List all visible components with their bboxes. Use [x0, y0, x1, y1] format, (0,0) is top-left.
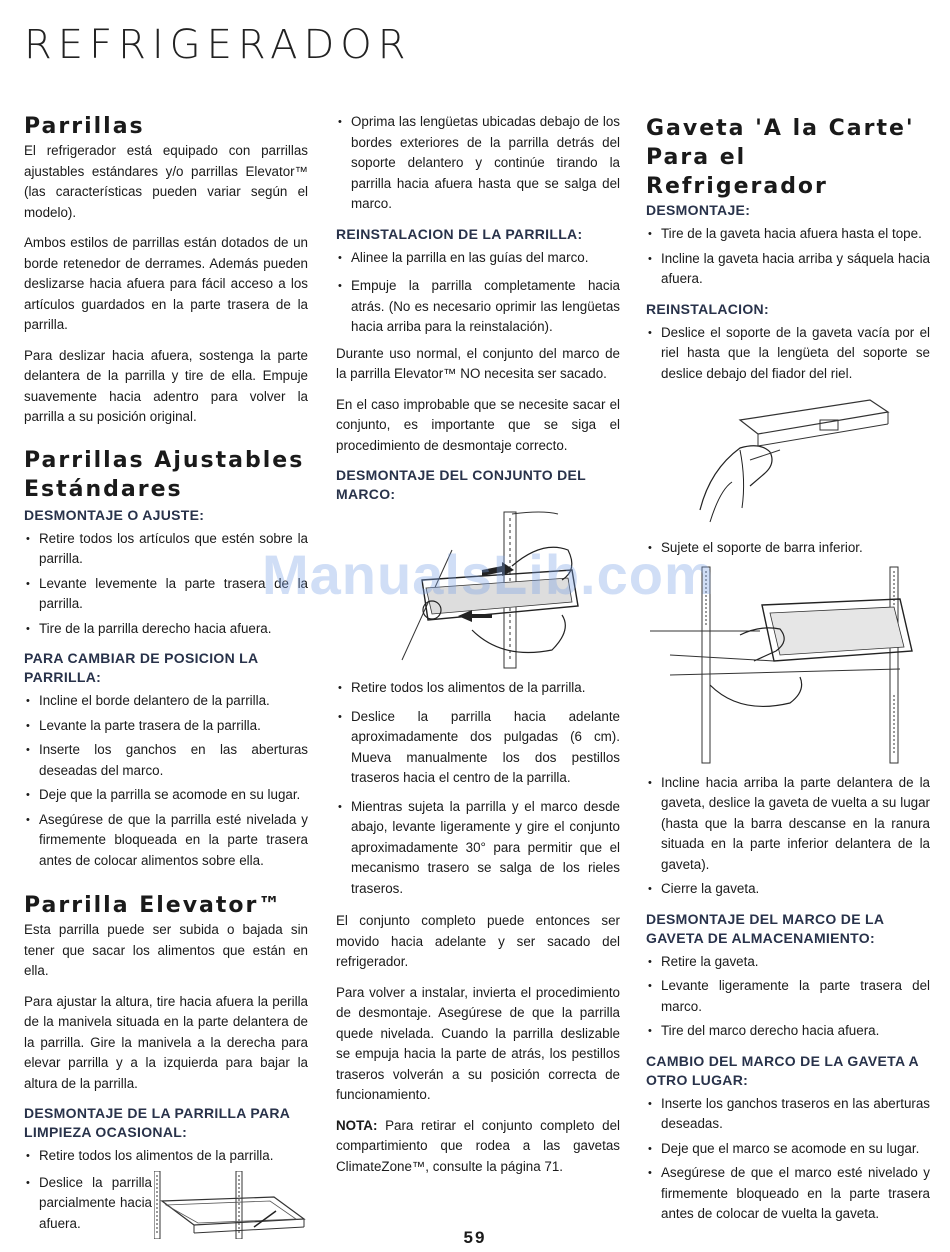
list-item: • Incline la gaveta hacia arriba y sáquela hacia afuera.	[646, 249, 930, 290]
bullet-list	[646, 323, 930, 385]
list-item: • Deslice la parrilla parcialmente hacia afuera.	[24, 1173, 152, 1235]
list-item: • Incline el borde delantero de la parrilla.	[24, 691, 308, 712]
frame-removal-illustration	[392, 510, 582, 670]
list-item: • Cierre la gaveta.	[646, 879, 930, 900]
section-title-line: Parrillas Ajustables	[24, 447, 305, 473]
paragraph: Para ajustar la altura, tire hacia afuera la perilla de la manivela situada en la parte delantera de la parrilla. Gire la manivela a la derecha para elevar parrilla y a la izquierda para bajar la altura de la parrilla.	[24, 993, 308, 1091]
paragraph: Para volver a instalar, invierta el procedimiento de desmontaje. Asegúrese de que la parrilla quede nivelada. Cuando la parrilla deslizable se empuja hacia la parte de atrás, los pestillos traseros volverán a su posición correcta de funcionamiento.	[336, 984, 620, 1102]
list-item: • Retire todos los alimentos de la parrilla.	[24, 1146, 308, 1167]
list-item: • Levante levemente la parte trasera de la parrilla.	[24, 574, 308, 615]
note-paragraph	[336, 1116, 620, 1178]
section-title-line: Para el Refrigerador	[646, 145, 828, 199]
list-item: • Deslice la parrilla hacia adelante aproximadamente dos pulgadas (6 cm). Mueva manualmente los dos pestillos traseros hacia el centro de la parrilla.	[336, 707, 620, 789]
list-item: • Deslice el soporte de la gaveta vacía por el riel hasta que la lengüeta del soporte se deslice debajo del fiador del riel.	[646, 323, 930, 385]
section-title-ajustables	[24, 446, 308, 504]
bullet-list	[24, 1173, 152, 1235]
list-item: • Levante ligeramente la parte trasera del marco.	[646, 976, 930, 1017]
list-item: • Inserte los ganchos traseros en las aberturas deseadas.	[646, 1094, 930, 1135]
list-item: • Oprima las lengüetas ubicadas debajo de los bordes exteriores de la parrilla detrás del soporte delantero y continúe tirando la parrilla hacia afuera hasta que se salga del marco.	[336, 112, 620, 215]
paragraph: Para deslizar hacia afuera, sostenga la parte delantera de la parrilla y tire de ella. Empuje suavemente hacia adentro para volver la parrilla a su posición original.	[24, 347, 308, 424]
bullet-list	[336, 678, 620, 899]
subheading: REINSTALACION:	[646, 300, 769, 317]
bullet-list	[24, 529, 308, 640]
paragraph: Durante uso normal, el conjunto del marco de la parrilla Elevator™ NO necesita ser sacado.	[336, 345, 620, 381]
list-item: • Asegúrese de que la parrilla esté nivelada y firmemente bloqueada en la parte trasera antes de colocar alimentos sobre ella.	[24, 810, 308, 872]
list-item: • Asegúrese de que el marco esté nivelado y firmemente bloqueado en la parte trasera antes de colocar de vuelta la gaveta.	[646, 1163, 930, 1225]
bullet-list	[336, 112, 620, 215]
section-title-gaveta	[646, 114, 930, 201]
page-number: 59	[463, 1228, 487, 1247]
list-item: • Retire la gaveta.	[646, 952, 930, 973]
paragraph: Esta parrilla puede ser subida o bajada sin tener que sacar los alimentos que están en ella.	[24, 922, 308, 978]
bullet-list	[646, 1094, 930, 1225]
section-title-elevator: Parrilla Elevator™	[24, 893, 283, 918]
list-item: • Tire de la parrilla derecho hacia afuera.	[24, 619, 308, 640]
column-left	[24, 112, 308, 1240]
list-item: • Empuje la parrilla completamente hacia atrás. (No es necesario oprimir las lengüetas hacia arriba para la reinstalación).	[336, 276, 620, 338]
list-item: • Tire de la gaveta hacia afuera hasta el tope.	[646, 224, 930, 245]
list-item: • Retire todos los alimentos de la parrilla.	[336, 678, 620, 699]
note-label: NOTA:	[336, 1117, 378, 1133]
bullet-list	[336, 248, 620, 338]
column-right	[646, 114, 930, 1231]
bullet-list	[24, 691, 308, 871]
drawer-install-illustration	[650, 565, 930, 765]
bullet-list	[646, 773, 930, 900]
paragraph: Ambos estilos de parrillas están dotados de un borde retenedor de derrames. Además pueden deslizarse hacia afuera para fácil acceso a los artículos guardados en la parte trasera de la parrilla.	[24, 235, 308, 332]
subheading: DESMONTAJE DE LA PARRILLA PARA LIMPIEZA OCASIONAL:	[24, 1105, 290, 1140]
subheading: DESMONTAJE DEL MARCO DE LA GAVETA DE ALMACENAMIENTO:	[646, 910, 884, 946]
inline-figure-row	[24, 1173, 308, 1235]
bullet-list	[646, 224, 930, 290]
list-item: • Deje que el marco se acomode en su lugar.	[646, 1139, 930, 1160]
paragraph: El refrigerador está equipado con parrillas ajustables estándares y/o parrillas Elevator™ (las características pueden variar según el modelo).	[24, 143, 308, 220]
subheading: DESMONTAJE:	[646, 202, 751, 218]
list-item: • Levante la parte trasera de la parrilla.	[24, 716, 308, 737]
note-text: Para retirar el conjunto completo del compartimiento que rodea a las gavetas ClimateZone™, consulte la página 71.	[336, 1117, 620, 1174]
subheading: PARA CAMBIAR DE POSICION LA PARRILLA:	[24, 650, 258, 685]
subheading: DESMONTAJE O AJUSTE:	[24, 506, 205, 523]
subheading: REINSTALACION DE LA PARRILLA:	[336, 225, 583, 242]
bullet-list	[24, 1146, 308, 1167]
bullet-list	[646, 952, 930, 1042]
list-item: • Inserte los ganchos en las aberturas deseadas del marco.	[24, 740, 308, 781]
list-item: • Tire del marco derecho hacia afuera.	[646, 1021, 930, 1042]
list-item: • Alinee la parrilla en las guías del marco.	[336, 248, 620, 269]
list-item: • Sujete el soporte de barra inferior.	[646, 538, 930, 559]
section-title-parrillas: Parrillas	[24, 114, 145, 139]
drawer-bracket-illustration	[680, 390, 890, 530]
list-item: • Retire todos los artículos que estén sobre la parrilla.	[24, 529, 308, 570]
page-header-title: REFRIGERADOR	[24, 22, 412, 68]
paragraph: En el caso improbable que se necesite sacar el conjunto, es importante que se siga el procedimiento de desmontaje correcto.	[336, 396, 620, 453]
section-title-line: Gaveta 'A la Carte'	[646, 116, 915, 141]
bullet-list	[646, 538, 930, 559]
paragraph: El conjunto completo puede entonces ser movido hacia adelante y ser sacado del refrigerador.	[336, 913, 620, 969]
column-middle	[336, 112, 620, 1187]
list-item: • Incline hacia arriba la parte delantera de la gaveta, deslice la gaveta de vuelta a su lugar (hasta que la barra descanse en la ranura situada en la parte inferior delantera de la gaveta).	[646, 773, 930, 876]
subheading: DESMONTAJE DEL CONJUNTO DEL MARCO:	[336, 467, 586, 502]
list-item: • Mientras sujeta la parrilla y el marco desde abajo, levante ligeramente y gire el conjunto aproximadamente 30° para permitir que el mecanismo trasero se salga de los rieles traseros.	[336, 797, 620, 900]
subheading: CAMBIO DEL MARCO DE LA GAVETA A OTRO LUGAR:	[646, 1052, 919, 1088]
section-title-line: Estándares	[24, 476, 183, 502]
watermark: ManualsLib.com	[262, 543, 715, 606]
list-item: • Deje que la parrilla se acomode en su lugar.	[24, 785, 308, 806]
